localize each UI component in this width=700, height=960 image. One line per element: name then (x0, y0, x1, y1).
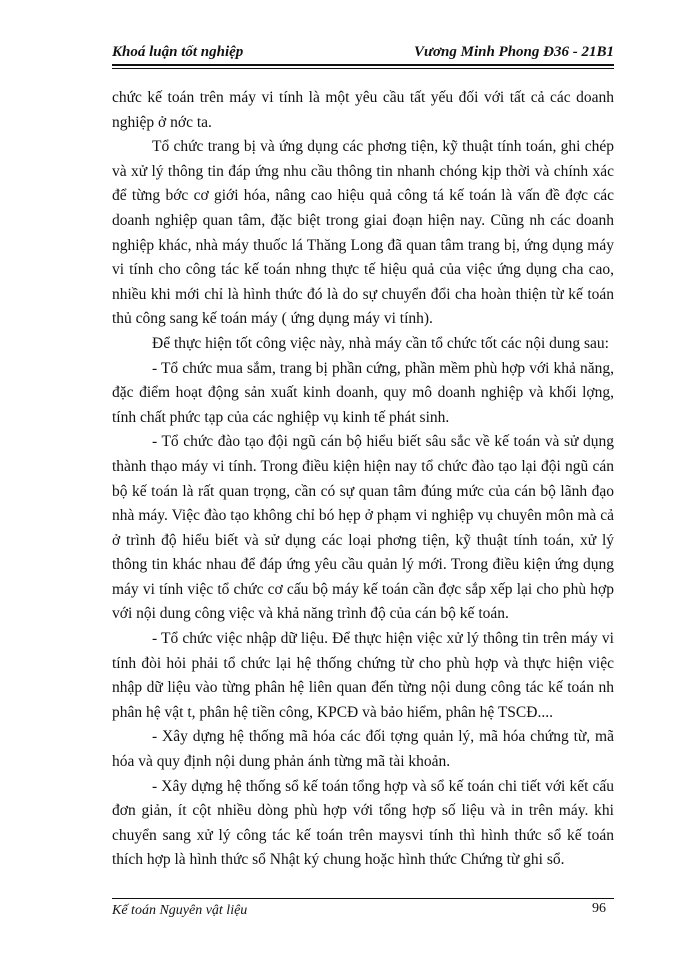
bullet-paragraph: - Tổ chức đào tạo đội ngũ cán bộ hiểu biết sâu sắc về kế toán và sử dụng thành thạo máy vi tính. Trong điều kiện hiện nay tổ chức đào tạo lại đội ngũ cán bộ kế toán là rất quan trọng, cần có sự quan tâm đúng mức của cán bộ lãnh đạo nhà máy. Việc đào tạo không chỉ bó hẹp ở phạm vi nghiệp vụ chuyên môn mà cả ở trình độ hiểu biết và sử dụng các loại phơng tiện, kỹ thuật tính toán, xử lý thông tin khác nhau để đáp ứng yêu cầu quản lý mới. Trong điều kiện ứng dụng máy vi tính việc tổ chức cơ cấu bộ máy kế toán cần đợc sắp xếp lại cho phù hợp với nội dung công việc và khả năng trình độ của cán bộ kế toán. (112, 433, 614, 623)
page-number: 96 (592, 901, 606, 916)
bullet-paragraph: - Tổ chức mua sắm, trang bị phần cứng, phần mềm phù hợp với khả năng, đặc điểm hoạt động sản xuất kinh doanh, quy mô doanh nghiệp và khối lợng, tính chất phức tạp của các nghiệp vụ kinh tế phát sinh. (112, 359, 614, 426)
page-header (112, 42, 614, 64)
header-thesis-title: Khoá luận tốt nghiệp (112, 44, 244, 60)
paragraph: Tổ chức trang bị và ứng dụng các phơng tiện, kỹ thuật tính toán, ghi chép và xử lý thông tin đáp ứng nhu cầu thông tin nhanh chóng kịp thời và chính xác để từng bớc cơ giới hóa, nâng cao hiệu quả công tá kế toán là vấn đề đợc các doanh nghiệp quan tâm, đặc biệt trong giai đoạn hiện nay. Cũng nh các doanh nghiệp khác, nhà máy thuốc lá Thăng Long đã quan tâm trang bị, ứng dụng máy vi tính cho công tác kế toán nhng thực tế hiệu quả của việc ứng dụng cha cao, nhiều khi mới chỉ là hình thức đó là do sự chuyển đổi cha hoàn thiện từ kế toán thủ công sang kế toán máy ( ứng dụng máy vi tính). (112, 138, 614, 328)
header-rule (112, 64, 614, 66)
header-rule-secondary (112, 68, 614, 69)
footer-subject: Kế toán Nguyên vật liệu (112, 903, 248, 918)
bullet-paragraph: - Xây dựng hệ thống mã hóa các đối tợng quản lý, mã hóa chứng từ, mã hóa và quy định nội dung phản ánh từng mã tài khoản. (112, 728, 614, 771)
body-text (112, 86, 614, 873)
footer-rule (112, 898, 614, 899)
bullet-paragraph: - Xây dựng hệ thống sổ kế toán tổng hợp và sổ kế toán chi tiết với kết cấu đơn giản, ít cột nhiều dòng phù hợp với tổng hợp số liệu và in trên máy. khi chuyển sang xử lý công tác kế toán trên maysvi tính thì hình thức sổ kế toán thích hợp là hình thức sổ Nhật ký chung hoặc hình thức Chứng từ ghi sổ. (112, 777, 614, 869)
header-author: Vương Minh Phong Đ36 - 21B1 (413, 44, 614, 60)
paragraph-continuation: chức kế toán trên máy vi tính là một yêu cầu tất yếu đối với tất cả các doanh nghiệp ở nớc ta. (112, 89, 614, 131)
bullet-paragraph: - Tổ chức việc nhập dữ liệu. Để thực hiện việc xử lý thông tin trên máy vi tính đòi hỏi phải tổ chức lại hệ thống chứng từ cho phù hợp và thực hiện việc nhập dữ liệu vào từng phân hệ liên quan đến từng nội dung công tác kế toán nh phân hệ vật t, phân hệ tiền công, KPCĐ và bảo hiểm, phân hệ TSCĐ.... (112, 630, 614, 721)
paragraph: Để thực hiện tốt công việc này, nhà máy cần tổ chức tốt các nội dung sau: (152, 334, 609, 352)
